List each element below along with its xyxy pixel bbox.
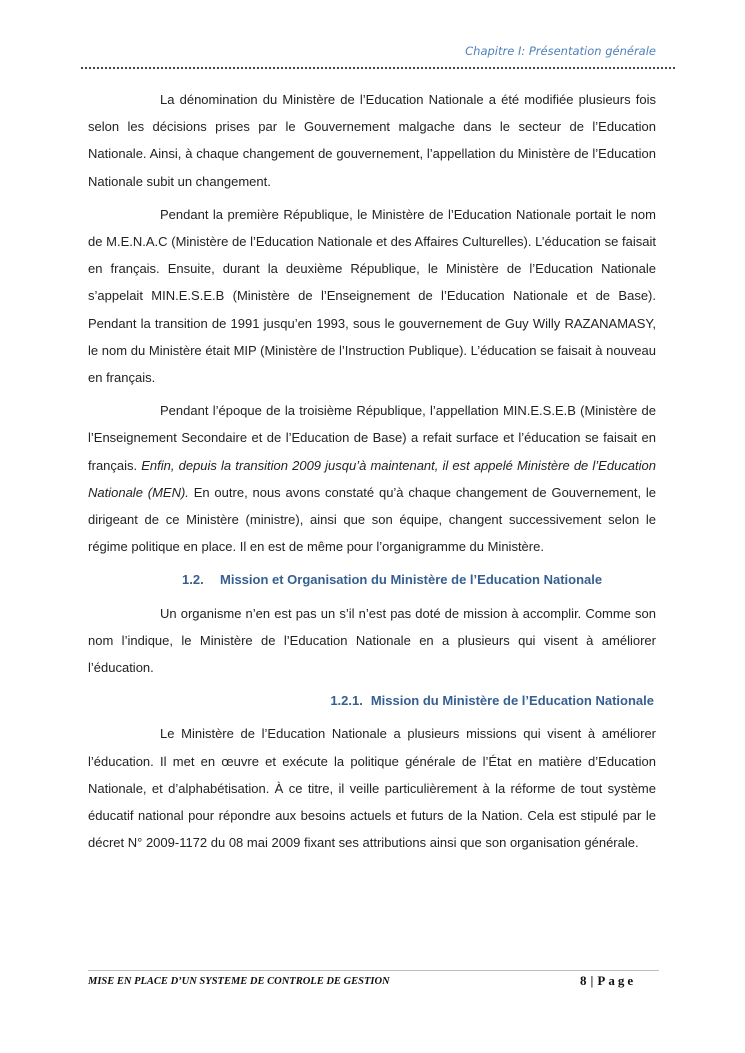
page-label: Page	[597, 973, 637, 988]
body-text	[88, 86, 656, 862]
paragraph: La dénomination du Ministère de l’Education Nationale a été modifiée plusieurs fois selon les décisions prises par le Gouvernement malgache dans le secteur de l’Education Nationale. Ainsi, à chaque changement de gouvernement, l’appellation du Ministère de l’Education Nationale subit un changement.	[88, 92, 656, 189]
paragraph-text: Pendant l’époque de la troisième République, l’appellation MIN.E.S.E.B (Ministère de l’Enseignement Secondaire et de l’Education de Base) a refait surface et l’éducation se faisait en français.	[88, 403, 656, 473]
header-dotted-rule	[81, 67, 675, 69]
subsection-heading	[88, 687, 656, 714]
subsection-title: Mission du Ministère de l’Education Nationale	[370, 693, 654, 709]
paragraph-text: En outre, nous avons constaté qu’à chaque changement de Gouvernement, le dirigeant de ce Ministère (ministre), ainsi que son équipe, changent successivement selon le régime politique en place. Il en est de même pour l’organigramme du Ministère.	[88, 484, 656, 555]
section-number: 1.2.	[182, 572, 204, 588]
section-heading	[88, 566, 656, 593]
running-header: Chapitre I: Présentation générale	[465, 44, 656, 58]
subsection-number: 1.2.1.	[330, 693, 363, 709]
footer-rule	[88, 970, 659, 971]
paragraph: Pendant la première République, le Ministère de l’Education Nationale portait le nom de M.E.N.A.C (Ministère de l’Education Nationale et des Affaires Culturelles). L’éducation se faisait en français. Ensuite, durant la deuxième République, le Ministère de l’Education Nationale s’appelait MIN.E.S.E.B (Ministère de l’Enseignement de l’Education Nationale et de Base). Pendant la transition de 1991 jusqu’en 1993, sous le gouvernement de Guy Willy RAZANAMASY, le nom du Ministère était MIP (Ministère de l’Instruction Publique). L’éducation se faisait à nouveau en français.	[88, 206, 656, 386]
paragraph-italic-text: Enfin, depuis la transition 2009 jusqu’à maintenant, il est appelé Ministère de l’Education Nationale (MEN).	[88, 457, 656, 500]
footer-title: MISE EN PLACE D’UN SYSTEME DE CONTROLE DE GESTION	[88, 976, 390, 987]
paragraph: Le Ministère de l’Education Nationale a plusieurs missions qui visent à améliorer l’éducation. Il met en œuvre et exécute la politique générale de l’État en matière d’Education Nationale, et d’alphabétisation. À ce titre, il veille particulièrement à la réforme de tout système éducatif national pour répondre aux besoins actuels et futurs de la Nation. Cela est stipulé par le décret N° 2009-1172 du 08 mai 2009 fixant ses attributions ainsi que son organisation générale.	[88, 726, 656, 851]
page-separator: |	[590, 973, 594, 988]
paragraph	[88, 397, 656, 560]
section-title: Mission et Organisation du Ministère de l’Education Nationale	[220, 572, 603, 588]
page-number-value: 8	[580, 973, 587, 988]
page-number	[580, 973, 636, 989]
paragraph: Un organisme n’en est pas un s’il n’est pas doté de mission à accomplir. Comme son nom l’indique, le Ministère de l’Education Nationale en a plusieurs qui visent à améliorer l’éducation.	[88, 605, 656, 676]
